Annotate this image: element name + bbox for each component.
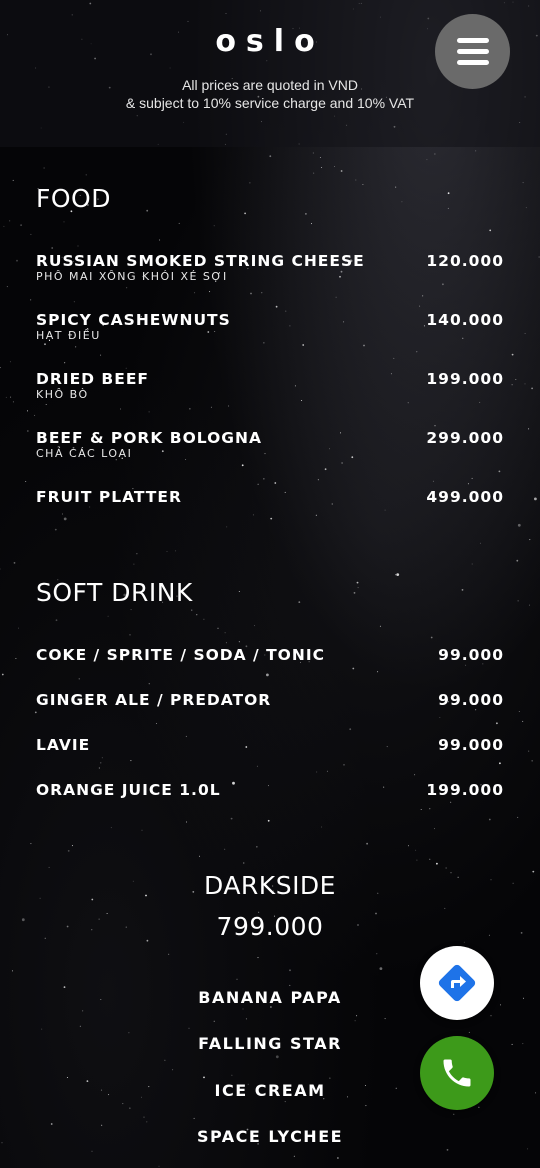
star — [518, 600, 519, 601]
star — [249, 182, 250, 183]
star — [358, 587, 359, 588]
star — [274, 482, 276, 484]
star — [478, 1107, 479, 1108]
star — [447, 1149, 449, 1151]
star — [56, 619, 58, 621]
star — [175, 550, 176, 551]
star — [401, 201, 402, 202]
star — [129, 1108, 130, 1109]
star — [318, 479, 319, 480]
star — [414, 774, 415, 775]
menu-item-price: 99.000 — [438, 736, 504, 754]
star — [179, 223, 180, 224]
star — [416, 860, 417, 861]
star — [450, 802, 451, 803]
star — [164, 1060, 165, 1061]
star — [525, 333, 526, 334]
star — [355, 1020, 356, 1021]
menu-item — [36, 252, 504, 283]
menu-item-subtitle: KHÔ BÒ — [36, 388, 89, 401]
star — [15, 658, 16, 659]
star — [442, 283, 444, 285]
star — [225, 632, 226, 633]
star — [159, 1166, 160, 1167]
star — [258, 957, 259, 958]
star — [327, 771, 328, 772]
star — [44, 343, 46, 345]
star — [285, 1101, 286, 1102]
star — [362, 184, 363, 185]
menu-item-name: GINGER ALE / PREDATOR — [36, 691, 272, 709]
star — [82, 1010, 83, 1011]
star — [27, 431, 28, 432]
star — [321, 827, 322, 828]
menu-item-subtitle: HẠT ĐIỀU — [36, 329, 101, 342]
star — [131, 609, 132, 610]
star — [294, 1156, 295, 1157]
star — [231, 1075, 232, 1076]
menu-item-name: RUSSIAN SMOKED STRING CHEESE — [36, 252, 365, 270]
star — [316, 515, 317, 516]
star — [243, 863, 244, 864]
star — [395, 187, 396, 188]
price-notice-line2: & subject to 10% service charge and 10% VAT — [125, 95, 415, 111]
star — [120, 409, 121, 410]
star — [231, 818, 233, 820]
call-button[interactable] — [420, 1036, 494, 1110]
menu-item-price: 299.000 — [426, 429, 504, 447]
star — [89, 507, 90, 508]
star — [305, 213, 307, 215]
star — [363, 345, 365, 347]
star — [18, 628, 19, 629]
menu-item-price: 140.000 — [426, 311, 504, 329]
star — [519, 711, 520, 712]
star — [489, 819, 491, 821]
star — [385, 510, 386, 511]
star — [189, 408, 190, 409]
star — [349, 728, 351, 730]
star — [416, 351, 417, 352]
star — [9, 220, 10, 221]
star — [266, 674, 269, 677]
star — [526, 207, 527, 208]
section-title-soft-drink: SOFT DRINK — [36, 578, 193, 607]
star — [51, 1123, 53, 1125]
star — [218, 628, 219, 629]
star — [194, 292, 195, 293]
star — [419, 306, 420, 307]
star — [253, 514, 254, 515]
menu-item — [36, 736, 504, 754]
star — [429, 859, 430, 860]
menu-item-name: ORANGE JUICE 1.0L — [36, 781, 221, 799]
star — [276, 306, 278, 308]
star — [214, 1021, 215, 1022]
menu-item-price: 199.000 — [426, 781, 504, 799]
star — [130, 634, 131, 635]
star — [80, 1026, 81, 1027]
star — [444, 908, 445, 909]
star — [491, 1015, 492, 1016]
star — [434, 154, 435, 155]
menu-item-price: 99.000 — [438, 691, 504, 709]
star — [100, 762, 101, 763]
menu-item-name: SPICY CASHEWNUTS — [36, 311, 231, 329]
star — [377, 671, 378, 672]
star — [465, 665, 466, 666]
star — [10, 397, 11, 398]
star — [149, 683, 150, 684]
star — [529, 605, 530, 606]
star — [122, 1103, 123, 1104]
star — [100, 355, 101, 356]
star — [380, 967, 383, 970]
star — [313, 153, 314, 154]
star — [385, 1018, 386, 1019]
star — [13, 401, 14, 402]
star — [13, 180, 14, 181]
star — [354, 592, 356, 594]
star — [534, 498, 537, 501]
menu-item — [36, 370, 504, 401]
star — [30, 299, 31, 300]
star — [224, 849, 225, 850]
star — [254, 625, 255, 626]
star — [532, 760, 533, 761]
star — [226, 642, 227, 643]
logo[interactable]: oslo — [215, 24, 325, 59]
menu-item — [36, 311, 504, 342]
star — [341, 170, 343, 172]
star — [462, 589, 464, 591]
star — [79, 678, 80, 679]
star — [64, 362, 65, 363]
hamburger-icon[interactable] — [435, 14, 510, 89]
star — [539, 257, 540, 258]
star — [261, 292, 262, 293]
star — [243, 1009, 244, 1010]
star — [256, 846, 257, 847]
star — [126, 287, 127, 288]
star — [237, 979, 238, 980]
star — [276, 1055, 279, 1058]
star — [62, 514, 63, 515]
star — [528, 428, 529, 429]
star — [499, 762, 501, 764]
star — [159, 240, 160, 241]
star — [78, 246, 79, 247]
star — [209, 291, 210, 292]
star — [203, 1077, 205, 1079]
menu-item-price: 120.000 — [426, 252, 504, 270]
menu-item-price: 199.000 — [426, 370, 504, 388]
star — [434, 828, 435, 829]
menu-item-subtitle: CHẢ CÁC LOẠI — [36, 447, 133, 460]
menu-item — [36, 781, 504, 799]
star — [146, 1121, 147, 1122]
star — [421, 809, 422, 810]
star — [302, 344, 304, 346]
star — [523, 182, 524, 183]
star — [512, 384, 513, 385]
star — [268, 820, 270, 822]
star — [289, 985, 290, 986]
menu-item — [36, 429, 504, 460]
star — [344, 764, 345, 765]
star — [415, 850, 416, 851]
menu-item — [36, 488, 504, 506]
star — [515, 379, 516, 380]
star — [41, 1029, 42, 1030]
star — [531, 388, 533, 390]
darkside-flavor: SPACE LYCHEE — [196, 1127, 344, 1146]
star — [355, 180, 356, 181]
darkside-flavor: FALLING STAR — [198, 1034, 342, 1053]
star — [525, 383, 526, 384]
star — [6, 397, 7, 398]
star — [142, 830, 143, 831]
star — [172, 1069, 173, 1070]
star — [522, 721, 523, 722]
star — [341, 462, 343, 464]
star — [448, 208, 449, 209]
star — [269, 155, 271, 157]
star — [334, 166, 335, 167]
star — [0, 569, 1, 570]
star — [228, 406, 229, 407]
star — [446, 868, 447, 869]
darkside-flavor: BANANA PAPA — [198, 988, 342, 1007]
star — [263, 342, 264, 343]
star — [289, 969, 291, 971]
star — [72, 845, 73, 846]
star — [20, 224, 22, 226]
star — [214, 225, 215, 226]
star — [516, 560, 518, 562]
menu-item-price: 99.000 — [438, 646, 504, 664]
star — [242, 464, 244, 466]
star — [408, 845, 409, 846]
section-title-darkside: DARKSIDE — [204, 871, 336, 900]
star — [199, 856, 200, 857]
star — [133, 564, 134, 565]
star — [30, 843, 31, 844]
star — [92, 1151, 93, 1152]
star — [7, 286, 8, 287]
menu-item-name: FRUIT PLATTER — [36, 488, 182, 506]
star — [2, 674, 4, 676]
star — [380, 626, 381, 627]
menu-item-name: LAVIE — [36, 736, 91, 754]
star — [99, 768, 100, 769]
star — [311, 223, 312, 224]
star — [352, 668, 354, 670]
star — [431, 637, 433, 639]
darkside-flavor: ICE CREAM — [214, 1081, 326, 1100]
star — [136, 553, 137, 554]
star — [12, 970, 13, 971]
star — [517, 817, 518, 818]
star — [270, 518, 272, 520]
menu-item — [36, 691, 504, 709]
star — [168, 954, 169, 955]
star — [250, 293, 252, 295]
star — [321, 167, 322, 168]
star — [472, 478, 473, 479]
star — [30, 234, 31, 235]
star — [51, 247, 53, 249]
star — [464, 942, 465, 943]
star — [189, 1028, 190, 1029]
star — [528, 751, 529, 752]
star — [126, 368, 127, 369]
star — [320, 157, 321, 158]
star — [74, 301, 75, 302]
star — [356, 1015, 357, 1016]
star — [512, 354, 514, 356]
section-title-food: FOOD — [36, 184, 111, 213]
star — [472, 564, 473, 565]
star — [325, 468, 327, 470]
star — [108, 616, 109, 617]
star — [429, 808, 430, 809]
star — [435, 425, 436, 426]
star — [55, 529, 57, 531]
star — [529, 539, 530, 540]
star — [156, 723, 157, 724]
star — [518, 524, 521, 527]
star — [186, 822, 187, 823]
star — [408, 402, 409, 403]
star — [226, 526, 227, 527]
star — [44, 168, 45, 169]
star — [196, 614, 197, 615]
star — [3, 226, 4, 227]
menu-item-name: DRIED BEEF — [36, 370, 149, 388]
star — [489, 230, 491, 232]
star — [336, 297, 337, 298]
star — [111, 827, 112, 828]
star — [439, 717, 440, 718]
star — [258, 484, 259, 485]
star — [101, 1125, 102, 1126]
star — [422, 295, 423, 296]
star — [167, 551, 168, 552]
star — [396, 573, 399, 576]
star — [46, 404, 47, 405]
star — [75, 346, 76, 347]
star — [146, 210, 148, 212]
star — [316, 772, 317, 773]
star — [257, 766, 258, 767]
star — [366, 843, 368, 845]
star — [64, 221, 65, 222]
menu-item-name: COKE / SPRITE / SODA / TONIC — [36, 646, 325, 664]
star — [10, 361, 11, 362]
star — [453, 1114, 454, 1115]
star — [86, 174, 87, 175]
star — [475, 709, 476, 710]
star — [49, 867, 50, 868]
star — [448, 192, 450, 194]
star — [14, 562, 16, 564]
star — [27, 410, 28, 411]
menu-item-price: 499.000 — [426, 488, 504, 506]
star — [239, 591, 240, 592]
phone-icon — [439, 1055, 475, 1091]
star — [298, 601, 300, 603]
star — [102, 757, 103, 758]
directions-button[interactable] — [420, 946, 494, 1020]
price-notice-line1: All prices are quoted in VND — [182, 77, 358, 93]
star — [68, 850, 70, 852]
star — [194, 1118, 195, 1119]
star — [244, 213, 246, 215]
star — [203, 619, 204, 620]
star — [365, 1105, 366, 1106]
darkside-price: 799.000 — [216, 912, 324, 941]
star — [34, 415, 35, 416]
star — [25, 481, 26, 482]
star — [16, 260, 18, 262]
star — [395, 574, 396, 575]
star — [475, 150, 476, 151]
star — [0, 367, 1, 368]
star — [469, 1032, 470, 1033]
star — [191, 610, 192, 611]
star — [211, 407, 212, 408]
star — [239, 641, 240, 642]
star — [479, 402, 480, 403]
star — [67, 1077, 68, 1078]
star — [246, 1018, 247, 1019]
directions-icon — [436, 962, 478, 1004]
star — [144, 1117, 145, 1118]
star — [64, 518, 67, 521]
star — [499, 471, 501, 473]
star — [393, 358, 394, 359]
star — [337, 1157, 339, 1159]
star — [433, 481, 434, 482]
menu-item — [36, 646, 504, 664]
star — [149, 411, 150, 412]
menu-item-subtitle: PHÔ MAI XÔNG KHÓI XÉ SỢI — [36, 270, 228, 283]
star — [426, 159, 427, 160]
star — [329, 1078, 330, 1079]
star — [480, 543, 481, 544]
star — [376, 953, 377, 954]
star — [527, 1148, 528, 1149]
header — [0, 0, 540, 147]
star — [496, 722, 498, 724]
star — [35, 712, 37, 714]
star — [263, 478, 264, 479]
star — [468, 483, 469, 484]
star — [357, 582, 359, 584]
menu-item-name: BEEF & PORK BOLOGNA — [36, 429, 262, 447]
star — [436, 863, 438, 865]
star — [130, 760, 131, 761]
star — [313, 173, 314, 174]
